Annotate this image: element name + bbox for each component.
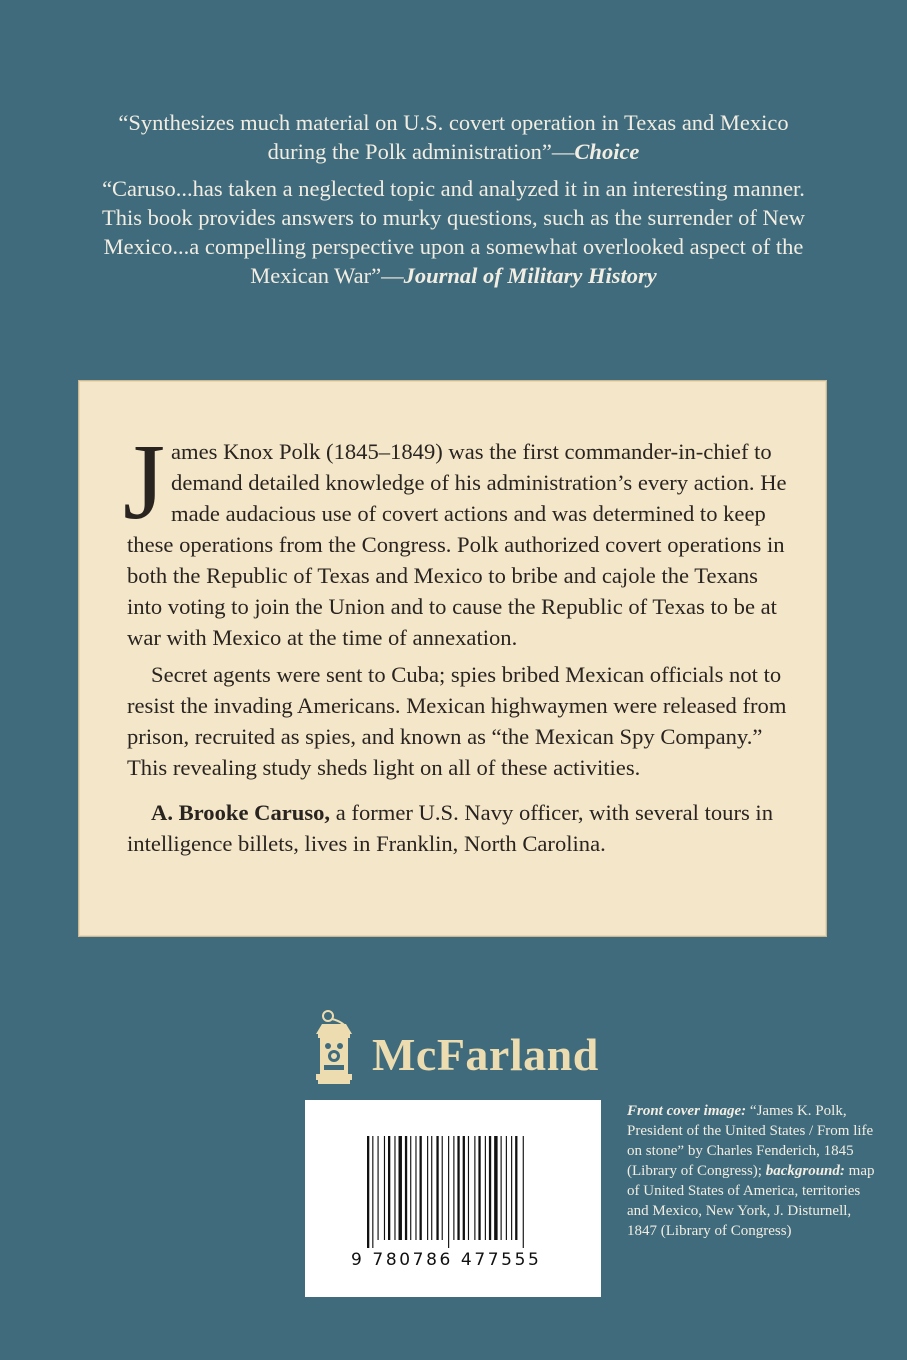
barcode-bar [367, 1136, 369, 1248]
barcode-bar [515, 1136, 517, 1240]
credit-text: “James K. Polk, President of the United States / From life on stone” by Charles Fenderich, 1845 (Library of Congress); [627, 1103, 874, 1179]
quote-text: “Synthesizes much material on U.S. covert operation in Texas and Mexico during the Polk administration”— [118, 110, 789, 164]
description-paragraph: Secret agents were sent to Cuba; spies bribed Mexican officials not to resist the invading Americans. Mexican highwaymen were released from prison, recruited as spies, and known as “the Mexican Spy Company.” This revealing study sheds light on all of these activities. [127, 662, 787, 780]
barcode-bar [485, 1136, 486, 1240]
barcode-bar [463, 1136, 465, 1240]
description-body [123, 423, 787, 859]
credit-label: background: [765, 1163, 845, 1179]
paragraph-text: ames Knox Polk (1845–1849) was the first commander-in-chief to demand detailed knowledge of his administration’s every action. He made audacious use of covert actions and was determined to keep these operations from the Congress. Polk authorized covert operations in both the Republic of Texas and Mexico to bribe and cajole the Texans into voting to join the Union and to cause the Republic of Texas to be at war with Mexico at the time of annexation. [127, 439, 787, 650]
quote-source: Choice [574, 139, 640, 164]
drop-cap: J [123, 423, 166, 542]
author-bio [127, 797, 787, 859]
barcode-box [305, 1100, 601, 1297]
description-panel [78, 380, 827, 937]
barcode [367, 1136, 557, 1248]
review-quote [100, 174, 807, 290]
barcode-bar [431, 1136, 432, 1240]
barcode-bar [384, 1136, 385, 1240]
author-bio-text: a former U.S. Navy officer, with several tours in intelligence billets, lives in Franklin, North Carolina. [127, 800, 773, 856]
barcode-bar [420, 1136, 422, 1240]
barcode-bar [457, 1136, 459, 1240]
cover-credit [627, 1101, 877, 1241]
quote-text: “Caruso...has taken a neglected topic and analyzed it in an interesting manner. This book provides answers to murky questions, such as the surrender of New Mexico...a compelling perspective upon a somewhat overlooked aspect of the Mexican War”— [102, 176, 805, 288]
description-paragraph [123, 423, 787, 653]
quote-source: Journal of Military History [403, 263, 657, 288]
barcode-bar [448, 1136, 449, 1248]
isbn-number: 9 780786 477555 [351, 1250, 542, 1270]
credit-label: Front cover image: [627, 1103, 747, 1119]
barcode-bar [523, 1136, 524, 1248]
barcode-bar [468, 1136, 469, 1240]
publisher-name: McFarland [372, 1029, 599, 1080]
barcode-bar [489, 1136, 491, 1240]
barcode-bar [372, 1136, 373, 1248]
review-quotes [100, 108, 807, 298]
barcode-bar [388, 1136, 390, 1240]
review-quote [100, 108, 807, 166]
author-name: A. Brooke Caruso, [151, 800, 331, 825]
barcode-bar [511, 1136, 512, 1240]
barcode-bar [453, 1136, 454, 1240]
barcode-bar [501, 1136, 502, 1240]
barcode-bar [478, 1136, 480, 1240]
barcode-bar [436, 1136, 438, 1240]
barcode-bar [394, 1136, 395, 1240]
barcode-bar [378, 1136, 379, 1240]
barcode-bar [506, 1136, 507, 1240]
publisher-logo [308, 1010, 608, 1090]
barcode-bar [399, 1136, 402, 1240]
barcode-bar [427, 1136, 428, 1240]
barcode-bar [442, 1136, 443, 1240]
barcode-bar [415, 1136, 416, 1240]
barcode-bar [410, 1136, 411, 1240]
barcode-bar [494, 1136, 497, 1240]
credit-text: map of United States of America, territories and Mexico, New York, J. Disturnell, 1847 (Library of Congress) [627, 1163, 875, 1239]
barcode-bar [474, 1136, 475, 1240]
lantern-icon [308, 1010, 364, 1088]
barcode-bar [405, 1136, 407, 1240]
